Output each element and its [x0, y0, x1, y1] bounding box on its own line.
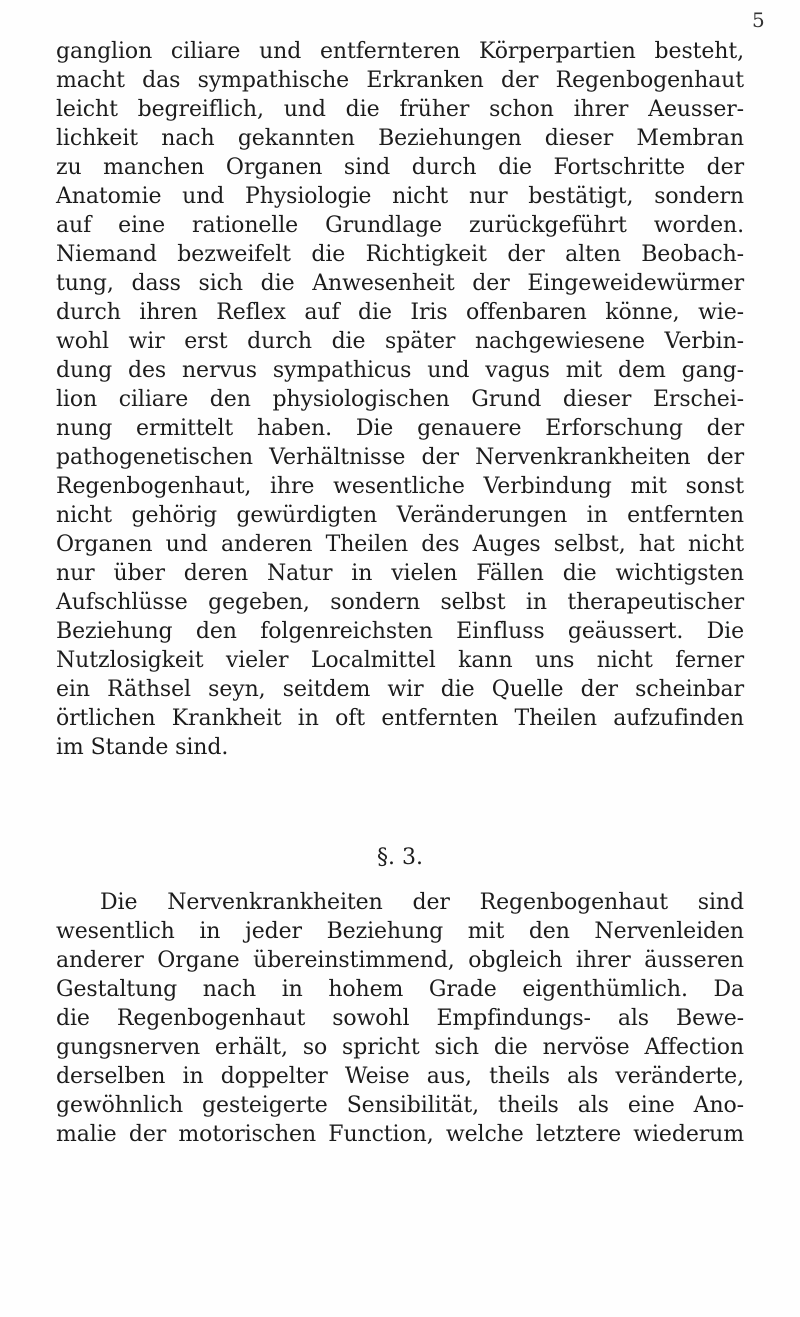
text-line: auf eine rationelle Grundlage zurückgeführt worden. [56, 213, 744, 238]
text-line: derselben in doppelter Weise aus, theils als veränderte, [56, 1064, 744, 1089]
text-line: Aufschlüsse gegeben, sondern selbst in therapeutischer [56, 590, 744, 615]
text-line: durch ihren Reflex auf die Iris offenbaren könne, wie- [56, 300, 744, 325]
text-line: lion ciliare den physiologischen Grund dieser Erschei- [56, 387, 744, 412]
text-line: zu manchen Organen sind durch die Fortschritte der [56, 155, 744, 180]
text-line: Die Nervenkrankheiten der Regenbogenhaut sind [100, 890, 744, 915]
text-line: pathogenetischen Verhältnisse der Nervenkrankheiten der [56, 445, 744, 470]
section-heading: §. 3. [377, 845, 423, 870]
text-line: die Regenbogenhaut sowohl Empfindungs- als Bewe- [56, 1006, 744, 1031]
text-line: dung des nervus sympathicus und vagus mit dem gang- [56, 358, 744, 383]
text-line: gungsnerven erhält, so spricht sich die nervöse Affection [56, 1035, 744, 1060]
text-line: Beziehung den folgenreichsten Einfluss geäussert. Die [56, 619, 744, 644]
text-line: Nutzlosigkeit vieler Localmittel kann uns nicht ferner [56, 648, 744, 673]
paragraph-2 [56, 888, 744, 1149]
text-line: macht das sympathische Erkranken der Regenbogenhaut [56, 68, 744, 93]
text-line: ganglion ciliare und entfernteren Körperpartien besteht, [56, 39, 744, 64]
text-line: Regenbogenhaut, ihre wesentliche Verbindung mit sonst [56, 474, 744, 499]
text-line: nicht gehörig gewürdigten Veränderungen in entfernten [56, 503, 744, 528]
text-line: Gestaltung nach in hohem Grade eigenthümlich. Da [56, 977, 744, 1002]
paragraph-1 [56, 37, 744, 762]
text-line: örtlichen Krankheit in oft entfernten Theilen aufzufinden [56, 706, 744, 731]
text-line: leicht begreiflich, und die früher schon ihrer Aeusser- [56, 97, 744, 122]
text-line: im Stande sind. [56, 735, 229, 760]
text-line: nung ermittelt haben. Die genauere Erforschung der [56, 416, 744, 441]
text-line: ein Räthsel seyn, seitdem wir die Quelle der scheinbar [56, 677, 744, 702]
text-line: wohl wir erst durch die später nachgewiesene Verbin- [56, 329, 744, 354]
text-line: gewöhnlich gesteigerte Sensibilität, theils als eine Ano- [56, 1093, 744, 1118]
text-line: Organen und anderen Theilen des Auges selbst, hat nicht [56, 532, 744, 557]
text-line: anderer Organe übereinstimmend, obgleich ihrer äusseren [56, 948, 744, 973]
text-line: wesentlich in jeder Beziehung mit den Nervenleiden [56, 919, 744, 944]
text-line: Niemand bezweifelt die Richtigkeit der alten Beobach- [56, 242, 744, 267]
text-line: tung, dass sich die Anwesenheit der Eingeweidewürmer [56, 271, 744, 296]
text-line: nur über deren Natur in vielen Fällen die wichtigsten [56, 561, 744, 586]
page-number: 5 [752, 8, 765, 32]
text-line: lichkeit nach gekannten Beziehungen dieser Membran [56, 126, 744, 151]
text-line: malie der motorischen Function, welche letztere wiederum [56, 1122, 744, 1147]
text-line: Anatomie und Physiologie nicht nur bestätigt, sondern [56, 184, 744, 209]
